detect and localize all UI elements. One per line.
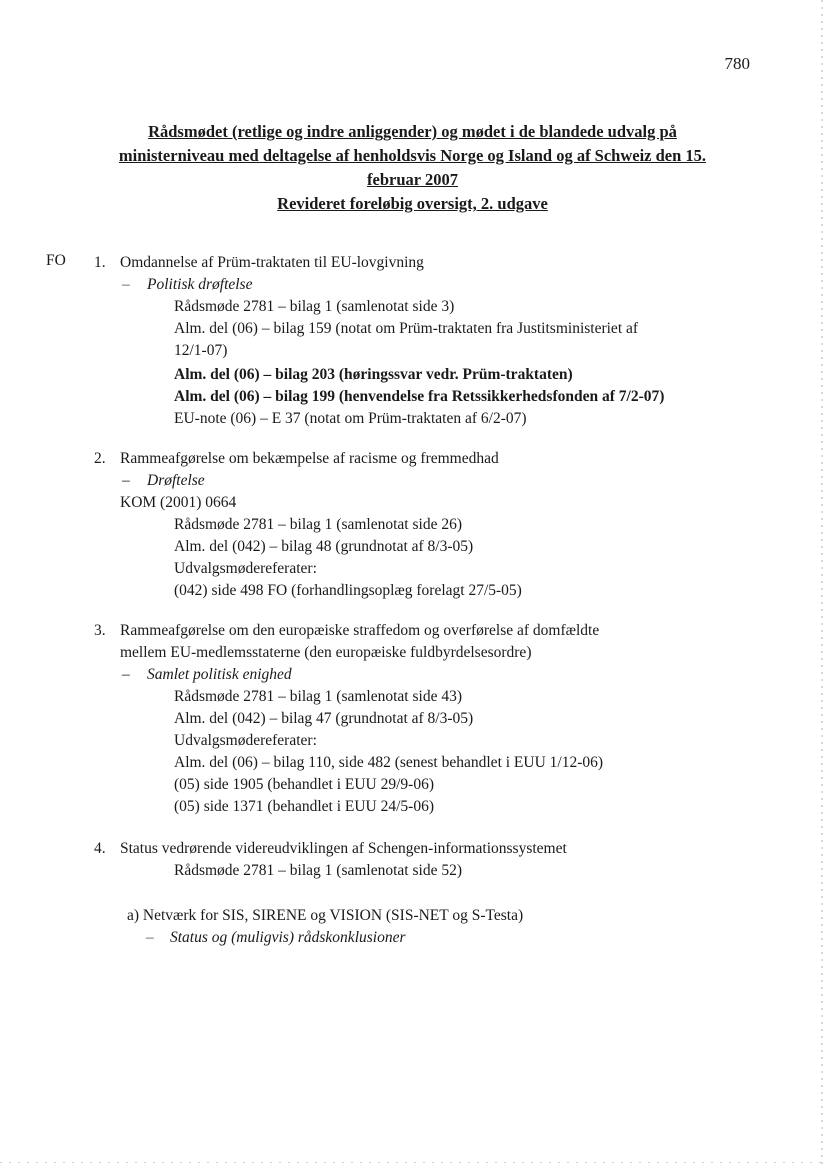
item-3-status: Samlet politisk enighed [147,666,292,683]
scan-edge-bottom [0,1162,825,1163]
item-3-heading-2: mellem EU-medlemsstaterne (den europæiske fuldbyrdelsesordre) [120,644,532,661]
item-1-number: 1. [94,254,106,271]
item-3-ref-1: Rådsmøde 2781 – bilag 1 (samlenotat side 43) [174,688,462,705]
item-4-number: 4. [94,840,106,857]
margin-label: FO [46,252,66,269]
document-title [80,120,745,216]
item-2-heading: Rammeafgørelse om bekæmpelse af racisme og fremmedhad [120,450,499,467]
item-2-ref-1: Rådsmøde 2781 – bilag 1 (samlenotat side 26) [174,516,462,533]
item-3-ref-4: Alm. del (06) – bilag 110, side 482 (senest behandlet i EUU 1/12-06) [174,754,604,771]
item-3-ref-5: (05) side 1905 (behandlet i EUU 29/9-06) [174,776,434,793]
item-2-ref-3: Udvalgsmødereferater: [174,560,317,577]
item-4-ref-1: Rådsmøde 2781 – bilag 1 (samlenotat side 52) [174,862,462,879]
title-line-4: Revideret foreløbig oversigt, 2. udgave [277,194,548,213]
item-1-ref-3: 12/1-07) [174,342,228,359]
item-2-status: Drøftelse [147,472,205,489]
item-3-number: 3. [94,622,106,639]
item-4-heading: Status vedrørende videreudviklingen af Schengen-informationssystemet [120,840,567,857]
item-4-sub-dash: – [146,929,154,946]
item-2-number: 2. [94,450,106,467]
item-3-dash: – [122,666,130,683]
scan-edge-right [821,0,823,1167]
title-line-1: Rådsmødet (retlige og indre anliggender) og mødet i de blandede udvalg på [148,122,677,141]
item-1-ref-5: Alm. del (06) – bilag 199 (henvendelse fra Retssikkerhedsfonden af 7/2-07) [174,388,665,405]
title-line-3: februar 2007 [367,170,458,189]
item-1-ref-4: Alm. del (06) – bilag 203 (høringssvar vedr. Prüm-traktaten) [174,366,573,383]
item-1-ref-2: Alm. del (06) – bilag 159 (notat om Prüm-traktaten fra Justitsministeriet af [174,320,639,337]
item-2-com: KOM (2001) 0664 [120,494,237,511]
item-2-dash: – [122,472,130,489]
item-1-ref-1: Rådsmøde 2781 – bilag 1 (samlenotat side 3) [174,298,455,315]
item-1-dash: – [122,276,130,293]
item-1-ref-6: EU-note (06) – E 37 (notat om Prüm-traktaten af 6/2-07) [174,410,527,427]
item-3-ref-3: Udvalgsmødereferater: [174,732,317,749]
item-2-ref-4: (042) side 498 FO (forhandlingsoplæg forelagt 27/5-05) [174,582,522,599]
item-4-sub-status: Status og (muligvis) rådskonklusioner [170,929,406,946]
item-3-ref-2: Alm. del (042) – bilag 47 (grundnotat af 8/3-05) [174,710,474,727]
title-line-2: ministerniveau med deltagelse af henholdsvis Norge og Island og af Schweiz den 15. [118,146,707,165]
item-4-sub-label: a) Netværk for SIS, SIRENE og VISION (SIS-NET og S-Testa) [127,907,524,924]
item-3-ref-6: (05) side 1371 (behandlet i EUU 24/5-06) [174,798,434,815]
item-1-status: Politisk drøftelse [147,276,253,293]
item-3-heading: Rammeafgørelse om den europæiske straffedom og overførelse af domfældte [120,622,600,639]
item-1-heading: Omdannelse af Prüm-traktaten til EU-lovgivning [120,254,424,271]
item-2-ref-2: Alm. del (042) – bilag 48 (grundnotat af 8/3-05) [174,538,474,555]
page-number: 780 [724,54,750,73]
